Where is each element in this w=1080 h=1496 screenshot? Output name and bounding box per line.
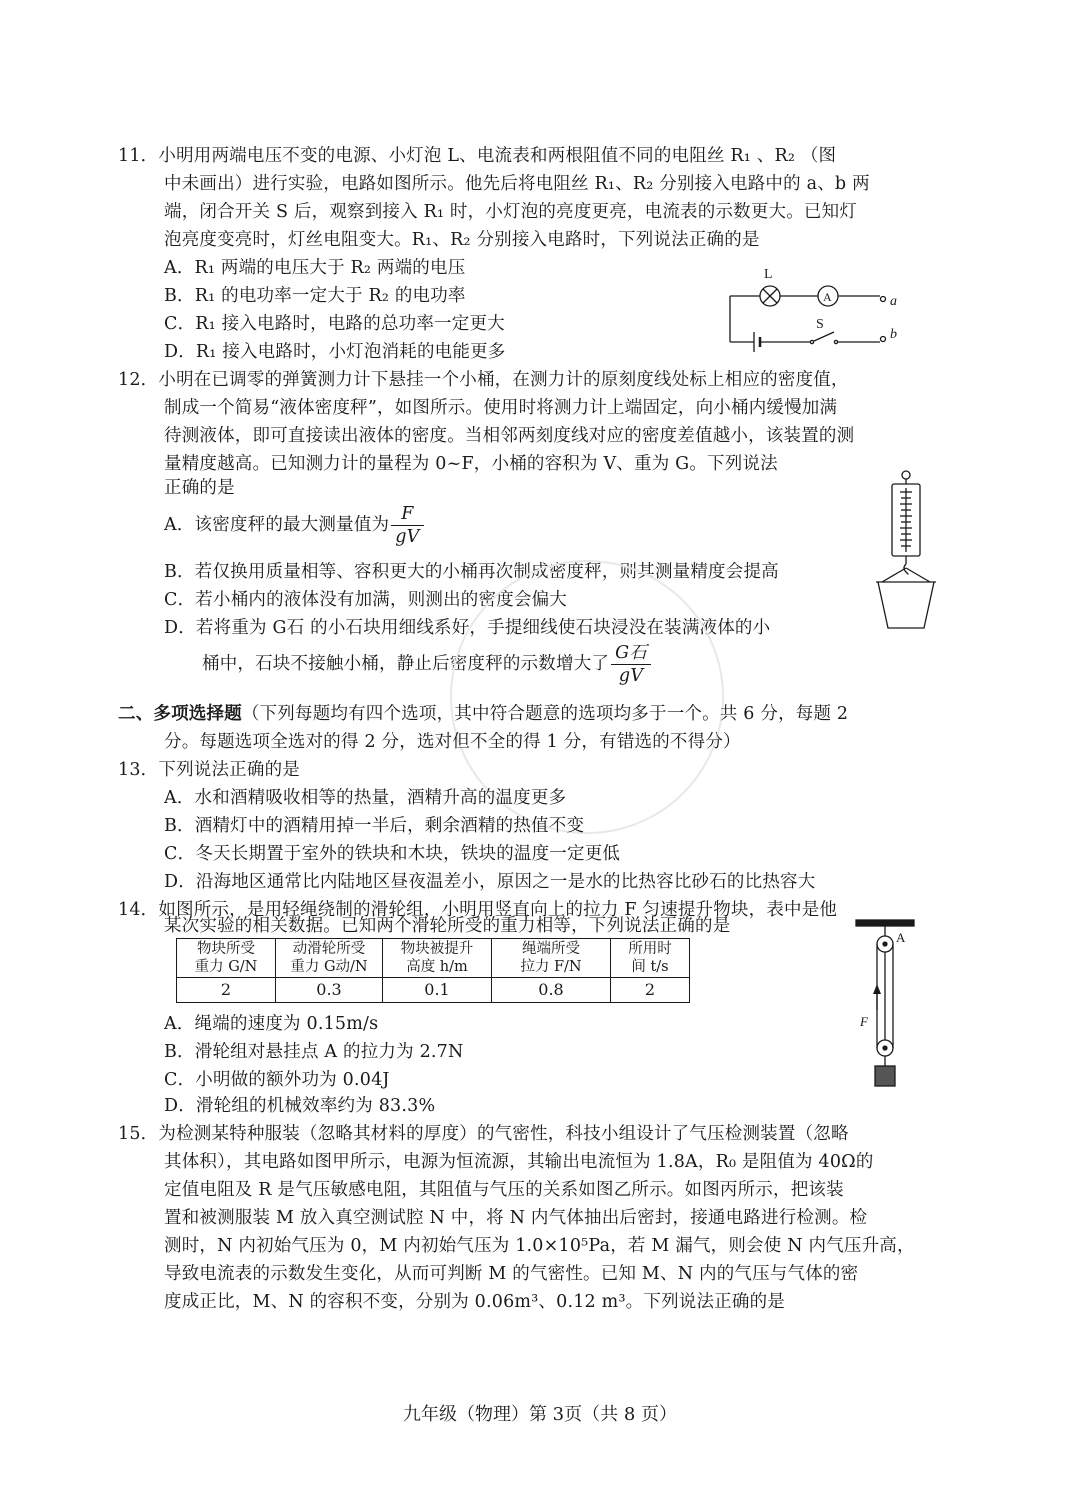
- q11-circuit-diagram: [720, 260, 920, 360]
- table-header-cell: [276, 939, 383, 978]
- header-bottom: 拉力 F/N: [520, 959, 582, 975]
- fraction-denominator: gV: [618, 666, 644, 686]
- q12-option-a-fraction: [391, 503, 423, 548]
- header-top: 所用时: [628, 941, 672, 957]
- table-header-cell: [383, 939, 492, 978]
- switch-label: S: [816, 317, 824, 332]
- q13-option-c: C．冬天长期置于室外的铁块和木块，铁块的温度一定更低: [164, 844, 621, 864]
- q15-line-7: 度成正比，M、N 的容积不变，分别为 0.06m³、0.12 m³。下列说法正确的是: [164, 1292, 785, 1312]
- q12-option-a: [164, 503, 424, 548]
- q12-option-d-text: 桶中，石块不接触小桶，静止后密度秤的示数增大了: [202, 654, 610, 674]
- page-footer: 九年级（物理）第 3页（共 8 页）: [402, 1404, 678, 1425]
- fraction-denominator: gV: [395, 527, 420, 547]
- table-header-cell: [177, 939, 276, 978]
- q11-line-3: 端，闭合开关 S 后，观察到接入 R₁ 时，小灯泡的亮度更亮，电流表的示数更大。已知灯: [164, 202, 858, 222]
- header-top: 物块所受: [197, 941, 255, 957]
- q13-option-b: B．酒精灯中的酒精用掉一半后，剩余酒精的热值不变: [164, 816, 585, 836]
- table-cell: 0.8: [492, 978, 611, 1003]
- header-top: 物块被提升: [400, 941, 474, 957]
- table-cell: 2: [611, 978, 690, 1003]
- force-label: F: [860, 1014, 868, 1029]
- section2-instructions-2: 分。每题选项全选对的得 2 分，选对但不全的得 1 分，有错选的不得分）: [164, 732, 741, 752]
- point-a-label: A: [896, 930, 906, 945]
- header-bottom: 间 t/s: [631, 959, 669, 975]
- q12-line-1: 12．小明在已调零的弹簧测力计下悬挂一个小桶，在测力计的原刻度线处标上相应的密度值，: [118, 370, 849, 390]
- q14-option-d: D．滑轮组的机械效率约为 83.3%: [164, 1096, 436, 1116]
- q11-line-1: 11．小明用两端电压不变的电源、小灯泡 L、电流表和两根阻值不同的电阻丝 R₁ 、R₂ （图: [118, 146, 837, 166]
- header-top: 动滑轮所受: [292, 941, 366, 957]
- q14-option-b: B．滑轮组对悬挂点 A 的拉力为 2.7N: [164, 1042, 464, 1062]
- terminal-a-label: a: [890, 294, 897, 309]
- q12-line-3: 待测液体，即可直接读出液体的密度。当相邻两刻度线对应的密度差值越小，该装置的测: [164, 426, 855, 446]
- q12-option-b: B．若仅换用质量相等、容积更大的小桶再次制成密度秤，则其测量精度会提高: [164, 562, 779, 582]
- table-header-cell: [492, 939, 611, 978]
- table-cell: 2: [177, 978, 276, 1003]
- q15-line-5: 测时，N 内初始气压为 0，M 内初始气压为 1.0×10⁵Pa，若 M 漏气，则会使 N 内气压升高，: [164, 1236, 915, 1256]
- header-bottom: 高度 h/m: [406, 959, 468, 975]
- q15-line-2: 其体积），其电路如图甲所示，电源为恒流源，其输出电流恒为 1.8A，R₀ 是阻值为 40Ω的: [164, 1152, 874, 1172]
- terminal-b-label: b: [890, 327, 897, 342]
- table-header-cell: [611, 939, 690, 978]
- q14-line-1: 14．如图所示，是用轻绳绕制的滑轮组，小明用竖直向上的拉力 F 匀速提升物块，表中是他: [118, 900, 838, 920]
- header-bottom: 重力 G动/N: [290, 959, 368, 975]
- q12-line-2: 制成一个简易“液体密度秤”，如图所示。使用时将测力计上端固定，向小桶内缓慢加满: [164, 398, 838, 418]
- q15-line-6: 导致电流表的示数发生变化，从而可判断 M 的气密性。已知 M、N 内的气压与气体的密: [164, 1264, 859, 1284]
- q15-line-3: 定值电阻及 R 是气压敏感电阻，其阻值与气压的关系如图乙所示。如图丙所示，把该装: [164, 1180, 844, 1200]
- q13-stem: 13．下列说法正确的是: [118, 760, 300, 780]
- q13-option-a: A．水和酒精吸收相等的热量，酒精升高的温度更多: [164, 788, 567, 808]
- q14-pulley-figure: [850, 918, 940, 1110]
- section2-instructions-1: （下列每题均有四个选项，其中符合题意的选项均多于一个。共 6 分，每题 2: [241, 704, 849, 724]
- table-cell: 0.1: [383, 978, 492, 1003]
- q15-line-1: 15．为检测某特种服装（忽略其材料的厚度）的气密性，科技小组设计了气压检测装置（忽略: [118, 1124, 849, 1144]
- q11-option-b: B．R₁ 的电功率一定大于 R₂ 的电功率: [164, 286, 466, 306]
- lamp-label: L: [764, 267, 773, 282]
- q13-option-d: D．沿海地区通常比内陆地区昼夜温差小，原因之一是水的比热容比砂石的比热容大: [164, 872, 816, 892]
- section2-title: 二、多项选择题: [118, 704, 242, 724]
- q11-line-4: 泡亮度变亮时，灯丝电阻变大。R₁、R₂ 分别接入电路时，下列说法正确的是: [164, 230, 760, 250]
- q12-option-d-line-1: D．若将重为 G石 的小石块用细线系好，手提细线使石块浸没在装满液体的小: [164, 618, 771, 638]
- fraction-numerator: G石: [611, 642, 651, 665]
- q12-line-5: 正确的是: [164, 478, 235, 498]
- q11-line-2: 中未画出）进行实验，电路如图所示。他先后将电阻丝 R₁、R₂ 分别接入电路中的 a、b 两: [164, 174, 870, 194]
- ammeter-label: A: [823, 290, 832, 304]
- q12-line-4: 量精度越高。已知测力计的量程为 0~F，小桶的容积为 V、重为 G。下列说法: [164, 454, 778, 474]
- table-cell: 0.3: [276, 978, 383, 1003]
- q14-option-a: A．绳端的速度为 0.15m/s: [164, 1014, 379, 1034]
- q11-option-a: A．R₁ 两端的电压大于 R₂ 两端的电压: [164, 258, 466, 278]
- q14-data-table: [176, 938, 690, 1003]
- q12-spring-scale-figure: [868, 468, 958, 636]
- q14-option-c: C．小明做的额外功为 0.04J: [164, 1070, 390, 1090]
- q11-option-c: C．R₁ 接入电路时，电路的总功率一定更大: [164, 314, 505, 334]
- section2-heading-line: [118, 700, 848, 728]
- header-bottom: 重力 G/N: [194, 959, 258, 975]
- header-top: 绳端所受: [522, 941, 580, 957]
- q12-option-a-text: A．该密度秤的最大测量值为: [164, 515, 390, 535]
- q15-line-4: 置和被测服装 M 放入真空测试腔 N 中，将 N 内气体抽出后密封，接通电路进行检测。检: [164, 1208, 868, 1228]
- q12-option-c: C．若小桶内的液体没有加满，则测出的密度会偏大: [164, 590, 567, 610]
- fraction-numerator: F: [391, 503, 423, 526]
- q11-option-d: D．R₁ 接入电路时，小灯泡消耗的电能更多: [164, 342, 506, 362]
- q14-line-2: 某次实验的相关数据。已知两个滑轮所受的重力相等，下列说法正确的是: [164, 916, 731, 936]
